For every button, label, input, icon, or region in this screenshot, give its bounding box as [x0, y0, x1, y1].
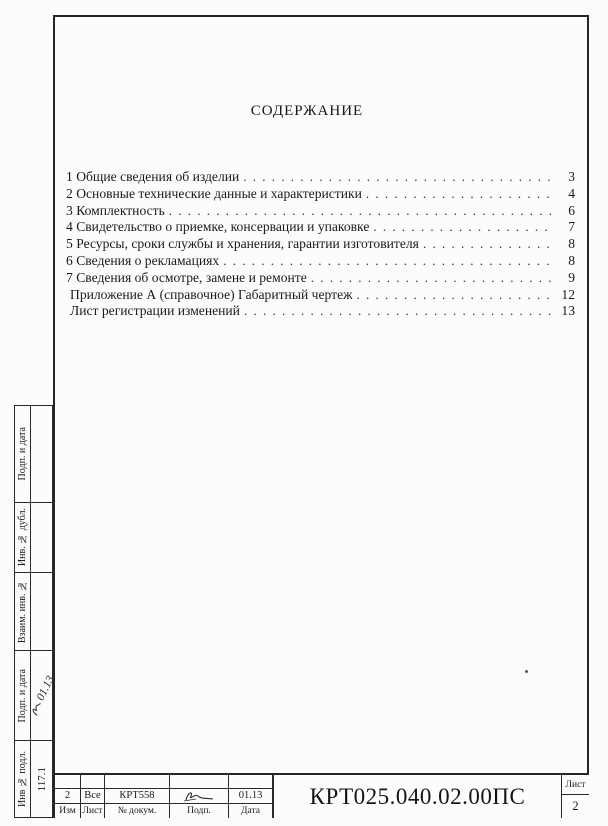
revision-cell-empty: [81, 775, 105, 789]
toc-item-label: Приложение А (справочное) Габаритный чертеж: [70, 286, 353, 302]
header-data: Дата: [229, 804, 273, 818]
handwritten-date: 01.13: [34, 673, 57, 703]
toc-page-number: 12: [561, 286, 575, 302]
toc-page-number: 3: [568, 169, 575, 184]
toc-row: [66, 287, 575, 304]
stamp-label: Инв. № дубл.: [17, 508, 28, 567]
page-frame: [53, 15, 589, 818]
stamp-cell-podp-i-data-1: [14, 405, 53, 502]
revision-table: [55, 775, 273, 818]
toc-item-label: 5 Ресурсы, сроки службы и хранения, гарантии изготовителя: [66, 236, 419, 252]
toc-item-label: 3 Комплектность: [66, 202, 165, 218]
toc-page-number: 8: [568, 252, 575, 268]
header-list: Лист: [81, 804, 105, 818]
toc-page-number: 6: [568, 202, 575, 218]
stamp-label-cell: [15, 503, 31, 572]
revision-date-value: 01.13: [229, 789, 273, 803]
signature-icon: [182, 790, 216, 802]
toc-row: [66, 203, 575, 220]
sheet-cell: [561, 775, 589, 818]
revision-signature-cell: [170, 789, 229, 803]
toc-row: [66, 236, 575, 253]
scan-speck-artifact: [525, 670, 528, 673]
handwritten-date-entry: [27, 674, 57, 718]
stamp-cell-podp-i-data-2: [14, 650, 57, 740]
stamp-cell-vzaim-inv: [14, 572, 53, 650]
toc-leader-dots: [353, 287, 554, 303]
stamp-label: Взаим. инв. №: [17, 579, 28, 644]
toc-leader-dots: [240, 303, 553, 319]
document-designation: КРТ025.040.02.00ПС: [273, 775, 561, 818]
toc-row: [66, 169, 575, 186]
title-block: [53, 773, 589, 818]
revision-cell-empty: [170, 775, 229, 789]
stamp-value-cell: [31, 406, 52, 502]
sheet-number: 2: [572, 799, 579, 813]
toc-leader-dots: [362, 186, 553, 202]
stamp-label: Инв № подл.: [17, 751, 28, 807]
left-stamp-strip: [14, 405, 57, 818]
page-title: СОДЕРЖАНИЕ: [250, 103, 364, 119]
header-podp: Подп.: [170, 804, 229, 818]
revision-doc-value: КРТ558: [105, 789, 170, 803]
toc-leader-dots: [419, 236, 553, 252]
revision-cell-empty: [55, 775, 81, 789]
stamp-value-cell: [31, 651, 57, 740]
inventory-number: 117.1: [35, 766, 48, 792]
toc-leader-dots: [219, 253, 553, 269]
revision-list-value: Все: [81, 789, 105, 803]
stamp-label-cell: [15, 573, 31, 650]
toc-leader-dots: [239, 169, 553, 185]
toc-page-number: 7: [568, 219, 575, 235]
stamp-cell-inv-dubl: [14, 502, 53, 572]
toc-row: [66, 186, 575, 203]
toc-item-label: 4 Свидетельство о приемке, консервации и упаковке: [66, 219, 370, 235]
stamp-label: Подп. и дата: [17, 427, 28, 481]
toc-item-label: 6 Сведения о рекламациях: [66, 252, 220, 268]
toc-item-label: 1 Общие сведения об изделии: [66, 169, 240, 184]
stamp-label-cell: [15, 741, 31, 817]
toc-page-number: 9: [568, 269, 575, 285]
revision-cell-empty: [105, 775, 170, 789]
toc-page-number: 13: [561, 303, 575, 319]
stamp-label-cell: [15, 406, 31, 502]
stamp-value-cell: [31, 573, 52, 650]
header-doc-number: № докум.: [105, 804, 170, 818]
toc-item-label: Лист регистрации изменений: [70, 303, 240, 319]
toc-leader-dots: [165, 203, 553, 219]
toc-leader-dots: [369, 219, 553, 235]
revision-cell-empty: [229, 775, 273, 789]
toc-row: [66, 253, 575, 270]
table-of-contents: [66, 169, 575, 320]
stamp-label-cell: [15, 651, 31, 740]
toc-row: [66, 270, 575, 287]
stamp-value-cell: [31, 503, 52, 572]
stamp-label: Подп. и дата: [17, 668, 28, 723]
revision-izm-value: 2: [55, 789, 81, 803]
toc-row: [66, 219, 575, 236]
header-izm: Изм: [55, 804, 81, 818]
toc-item-label: 7 Сведения об осмотре, замене и ремонте: [66, 269, 307, 285]
toc-leader-dots: [307, 270, 553, 286]
toc-row: [66, 303, 575, 320]
stamp-value-cell: [31, 741, 52, 817]
sheet-label: Лист: [562, 775, 589, 795]
toc-page-number: 8: [568, 236, 575, 252]
toc-page-number: 4: [568, 185, 575, 201]
toc-item-label: 2 Основные технические данные и характеристики: [66, 185, 362, 201]
stamp-cell-inv-podl: [14, 740, 53, 818]
